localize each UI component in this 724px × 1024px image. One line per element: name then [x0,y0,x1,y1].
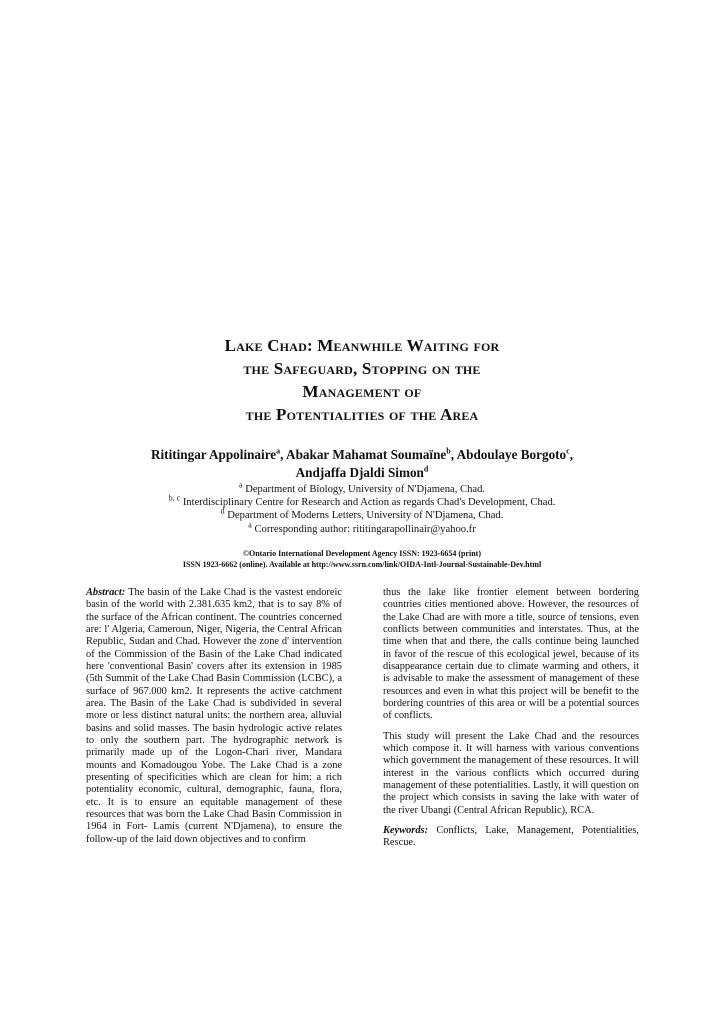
affiliation-sup: a [238,480,243,490]
body-paragraph: This study will present the Lake Chad and the resources which compose it. It will harness with various conventions which government the management of these resources. It will interest in the various conflicts which occurred during management of these potentialities. Lastly, it will question on the project which consists in saving the lake with water of the river Ubangi (Central African Republic), RCA. [383,730,639,816]
affiliation [90,493,634,509]
copyright-line: ©Ontario International Development Agency ISSN: 1923-6654 (print) [243,549,481,558]
title-line: Lake Chad: Meanwhile Waiting for [224,336,500,355]
keywords-label: Keywords: [383,824,429,836]
affiliation-text: Department of Biology, University of N'Djamena, Chad. [245,484,486,495]
copyright-notice [90,548,634,570]
author-name: Abdoulaye Borgoto [456,447,567,462]
corresponding-author: Corresponding author: rititingarapollinair@yahoo.fr [254,523,476,535]
affiliations [90,480,634,536]
author-sup: a [276,446,281,456]
issn-line: ISSN 1923-6662 (online). Available at http://www.ssrn.com/link/OIDA-Intl-Journal-Sustainable-Dev.html [182,560,542,569]
author-name: Abakar Mahamat Soumaïne [286,447,447,462]
affiliation-sup: b, c [168,493,181,503]
abstract-label: Abstract: [86,587,126,598]
title-line: the Safeguard, Stopping on the [243,359,481,378]
affiliation-sup: a [248,520,252,530]
left-column [86,587,342,846]
title-line: Management of [302,382,422,401]
keywords-text: Conflicts, Lake, Management, Potentialities, Rescue. [383,824,639,849]
author-sup: b [446,446,451,456]
right-column [383,587,639,850]
author-sup: c [566,446,570,456]
body-paragraph: thus the lake like frontier element between bordering countries cities mentioned above. However, the resources of the Lake Chad are with more a title, source of tensions, even conflicts between communities and interstates. Thus, at the time when that and there, the calls continue being launched in favor of the rescue of this ecological jewel, because of its disappearance certain due to climate warming and others, it is advisable to make the assessment of management of these resources and even in what this project will be benefit to the bordering countries of this area or will be a potential sources of conflicts. [383,587,639,722]
abstract [86,587,342,846]
affiliation [90,520,634,536]
affiliation [90,506,634,522]
title-line: the Potentialities of the Area [245,405,479,424]
keywords [383,825,639,850]
author-name: Rititingar Appolinaire [150,447,277,462]
author-list: Rititingar Appolinaire$^a$, Abakar Mahamat Soumaïne$^b$, Abdoulaye Borgoto$^c$, Andjaffa Djaldi Simon$^d$ [150,446,574,480]
affiliation-text: Interdisciplinary Centre for Research and Action as regards Chad's Development, Chad. [182,497,556,509]
abstract-text: The basin of the Lake Chad is the vastest endoreic basin of the world with 2.381.635 km2, that is to say 8% of the surface of the African continent. The countries concerned are: l' Algeria, Cameroun, Niger, Nigeria, the Central African Republic, Sudan and Chad. However the zone d' intervention of the Commission of the Basin of the Lake Chad indicated here 'conventional Basin' covers after its extension in 1985 (5th Summit of the Lake Chad Basin Commission (LCBC), a surface of 967.000 km2. It represents the active catchment area. The Basin of the Lake Chad is subdivided in several more or less distinct natural units: the northern area, alluvial basins and solid masses. The basin hydrologic active relates to only the southern part. The hydrographic network is primarily made up of the Logon-Chari river, Mandara mounts and Komadougou Yobe. The Lake Chad is a zone presenting of specificities which are clean for him: a rich potentiality economic, cultural, demographic, fauna, flora, etc. It is to ensure an equitable management of these resources that was born the Lake Chad Basin Commission in 1964 in Fort- Lamis (current N'Djamena), to ensure the follow-up of the laid down objectives and to confirm [86,587,342,845]
affiliation-text: Department of Moderns Letters, University of N'Djamena, Chad. [227,510,504,522]
affiliation-sup: d [220,506,225,516]
author-name: Andjaffa Djaldi Simon [295,465,424,480]
paper-title [100,334,624,426]
author-sup: d [423,464,429,474]
